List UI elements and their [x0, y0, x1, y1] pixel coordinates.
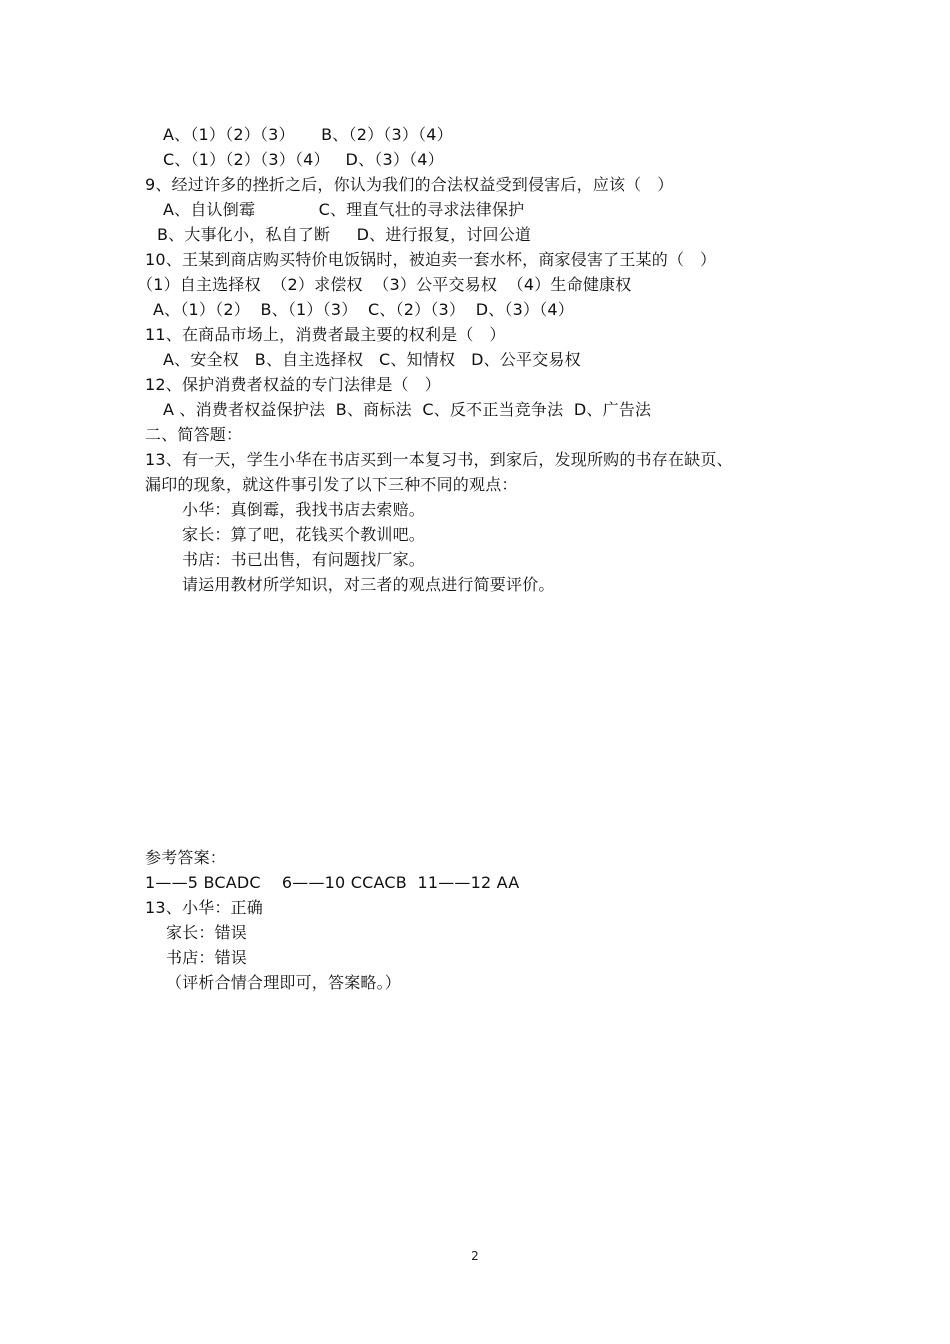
page-number: 2 — [471, 1249, 479, 1263]
q11-stem: 11、在商品市场上，消费者最主要的权利是（ ） — [145, 325, 506, 344]
q11-options: A、安全权 B、自主选择权 C、知情权 D、公平交易权 — [163, 350, 581, 369]
q10-options: A、（1）（2） B、（1）（3） C、（2）（3） D、（3）（4） — [153, 300, 574, 319]
q9-stem: 9、经过许多的挫折之后，你认为我们的合法权益受到侵害后，应该（ ） — [145, 175, 674, 194]
section-title-short-answer: 二、简答题： — [145, 425, 243, 444]
q12-options: A 、消费者权益保护法 B、商标法 C、反不正当竞争法 D、广告法 — [163, 400, 652, 419]
q9-options-line2: B、大事化小，私自了断 D、进行报复，讨回公道 — [157, 225, 532, 244]
answers-title: 参考答案： — [145, 848, 227, 867]
q13-view-xiaohua: 小华：真倒霉，我找书店去索赔。 — [182, 500, 426, 519]
q13-stem-line2: 漏印的现象，就这件事引发了以下三种不同的观点： — [145, 475, 518, 494]
q13-instruction: 请运用教材所学知识，对三者的观点进行简要评价。 — [182, 575, 555, 594]
q8-options-line1: A、（1）（2）（3） B、（2）（3）（4） — [163, 125, 453, 144]
answers-q13-parent: 家长：错误 — [166, 923, 248, 942]
answers-choice: 1——5 BCADC 6——10 CCACB 11——12 AA — [145, 873, 520, 892]
q9-options-line1: A、自认倒霉 C、理直气壮的寻求法律保护 — [163, 200, 525, 219]
q13-stem-line1: 13、有一天，学生小华在书店买到一本复习书，到家后，发现所购的书存在缺页、 — [145, 450, 733, 469]
q12-stem: 12、保护消费者权益的专门法律是（ ） — [145, 375, 441, 394]
q10-stem: 10、王某到商店购买特价电饭锅时，被迫卖一套水杯，商家侵害了王某的（ ） — [145, 250, 717, 269]
answers-q13-note: （评析合情合理即可，答案略。） — [166, 973, 402, 992]
answers-q13-xiaohua: 13、小华：正确 — [145, 898, 263, 917]
q10-rights: （1）自主选择权 （2）求偿权 （3）公平交易权 （4）生命健康权 — [137, 275, 632, 294]
q13-view-parent: 家长：算了吧，花钱买个教训吧。 — [182, 525, 426, 544]
q13-view-bookstore: 书店：书已出售，有问题找厂家。 — [182, 550, 426, 569]
answers-q13-bookstore: 书店：错误 — [166, 948, 248, 967]
q8-options-line2: C、（1）（2）（3）（4） D、（3）（4） — [163, 150, 444, 169]
